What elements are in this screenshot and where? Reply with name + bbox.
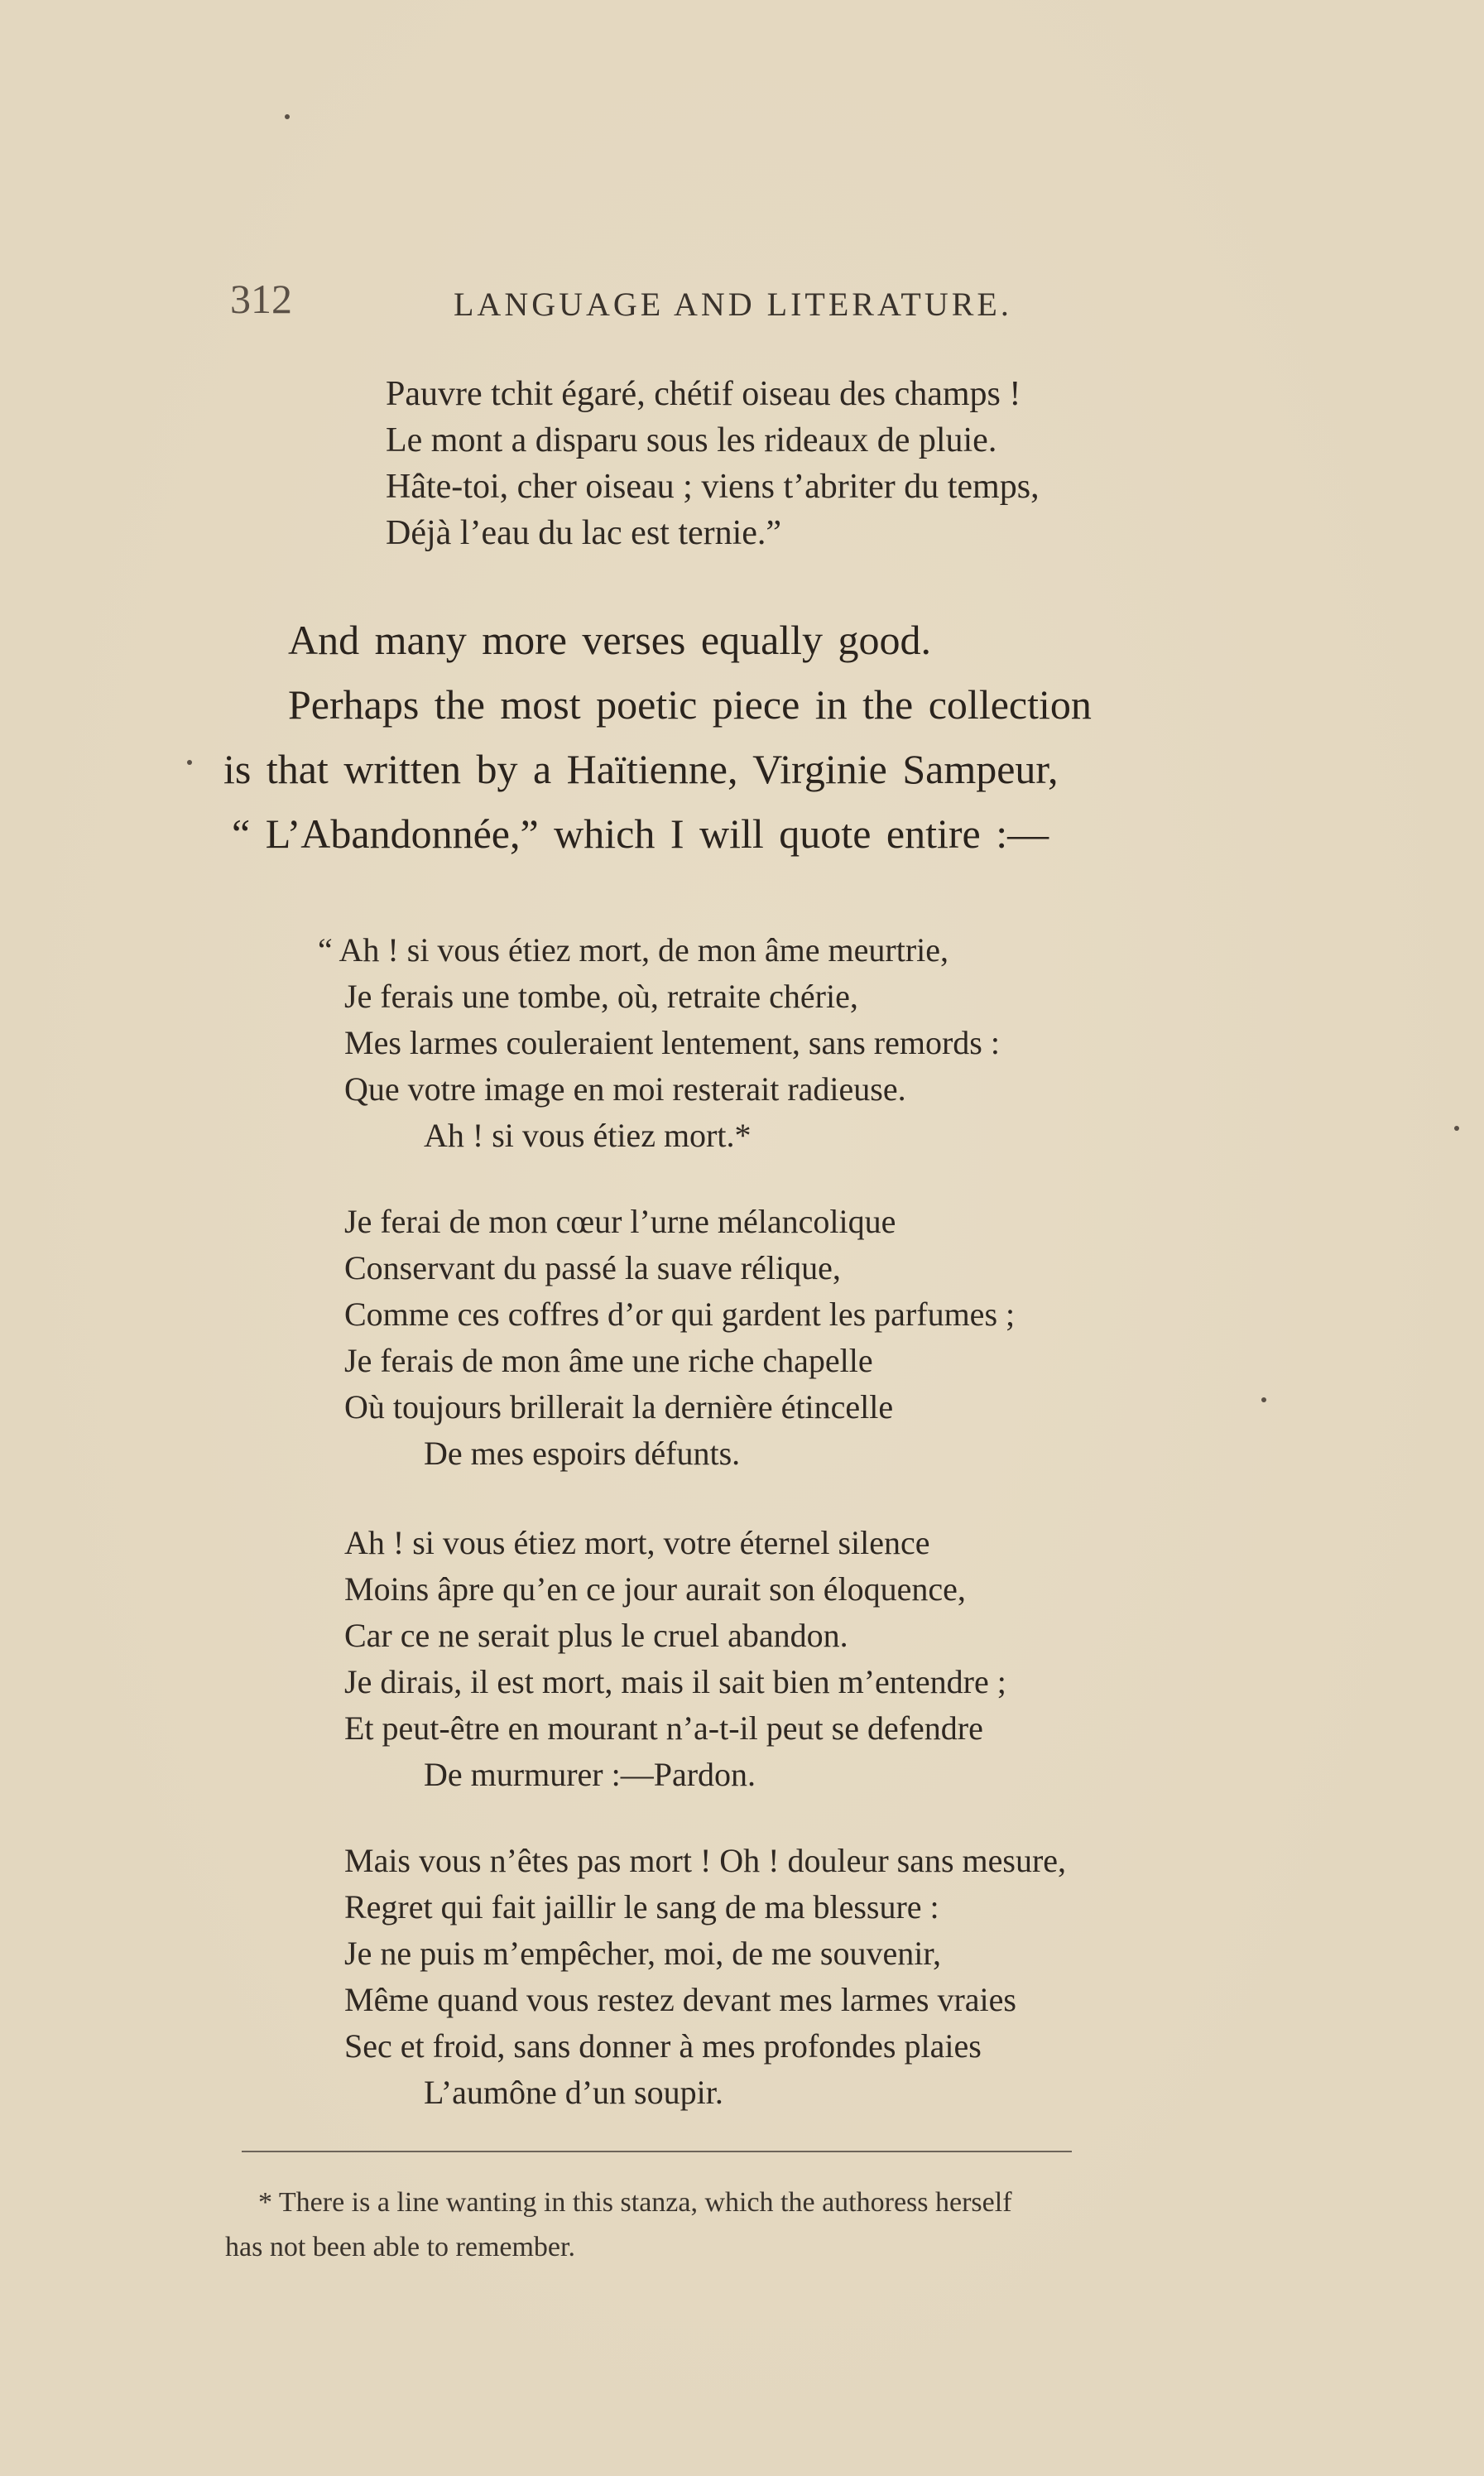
poem-line: De mes espoirs défunts. <box>424 1435 741 1472</box>
poem-line: Ah ! si vous étiez mort.* <box>424 1117 752 1154</box>
poem-line: “ Ah ! si vous étiez mort, de mon âme meurtrie, <box>318 931 949 969</box>
poem-line: Conservant du passé la suave rélique, <box>344 1249 841 1286</box>
footnote-line: has not been able to remember. <box>225 2232 575 2262</box>
poem-line: Moins âpre qu’en ce jour aurait son éloquence, <box>344 1570 966 1608</box>
print-speck <box>285 114 290 119</box>
poem-line: Même quand vous restez devant mes larmes vraies <box>344 1981 1016 2018</box>
prose-line: is that written by a Haïtienne, Virginie Sampeur, <box>223 746 1059 792</box>
verse-line: Hâte-toi, cher oiseau ; viens t’abriter du temps, <box>386 468 1040 506</box>
prose-line: “ L’Abandonnée,” which I will quote entire :— <box>232 810 1049 857</box>
poem-line: Comme ces coffres d’or qui gardent les parfumes ; <box>344 1296 1016 1333</box>
poem-line: Que votre image en moi resterait radieuse. <box>344 1070 906 1108</box>
print-speck <box>1261 1397 1266 1402</box>
print-speck <box>187 760 192 765</box>
prose-line: And many more verses equally good. <box>288 617 932 663</box>
poem-line: L’aumône d’un soupir. <box>424 2074 723 2111</box>
poem-line: Je ferais une tombe, où, retraite chérie, <box>344 978 858 1015</box>
poem-line: Mes larmes couleraient lentement, sans remords : <box>344 1024 1000 1061</box>
poem-line: Je ferais de mon âme une riche chapelle <box>344 1342 873 1379</box>
poem-line: Je dirais, il est mort, mais il sait bien m’entendre ; <box>344 1663 1006 1700</box>
poem-line: Où toujours brillerait la dernière étincelle <box>344 1388 894 1426</box>
prose-line: Perhaps the most poetic piece in the collection <box>288 681 1092 728</box>
page-number: 312 <box>230 276 292 322</box>
poem-line: De murmurer :—Pardon. <box>424 1756 756 1793</box>
poem-line: Je ferai de mon cœur l’urne mélancolique <box>344 1203 896 1240</box>
poem-line: Car ce ne serait plus le cruel abandon. <box>344 1617 848 1654</box>
verse-line: Le mont a disparu sous les rideaux de pluie. <box>386 421 997 459</box>
poem-line: Mais vous n’êtes pas mort ! Oh ! douleur sans mesure, <box>344 1842 1067 1879</box>
poem-line: Sec et froid, sans donner à mes profondes plaies <box>344 2027 982 2065</box>
poem-line: Ah ! si vous étiez mort, votre éternel silence <box>344 1524 930 1561</box>
print-speck <box>1454 1126 1459 1131</box>
poem-line: Je ne puis m’empêcher, moi, de me souvenir, <box>344 1935 942 1972</box>
footnote-line: * There is a line wanting in this stanza, which the authoress herself <box>258 2187 1012 2218</box>
poem-line: Regret qui fait jaillir le sang de ma blessure : <box>344 1888 939 1926</box>
poem-line: Et peut-être en mourant n’a-t-il peut se defendre <box>344 1709 983 1747</box>
verse-line: Déjà l’eau du lac est ternie.” <box>386 514 782 552</box>
footnote-rule <box>242 2151 1072 2152</box>
running-head-title: LANGUAGE AND LITERATURE. <box>454 286 1012 323</box>
verse-line: Pauvre tchit égaré, chétif oiseau des champs ! <box>386 375 1021 413</box>
